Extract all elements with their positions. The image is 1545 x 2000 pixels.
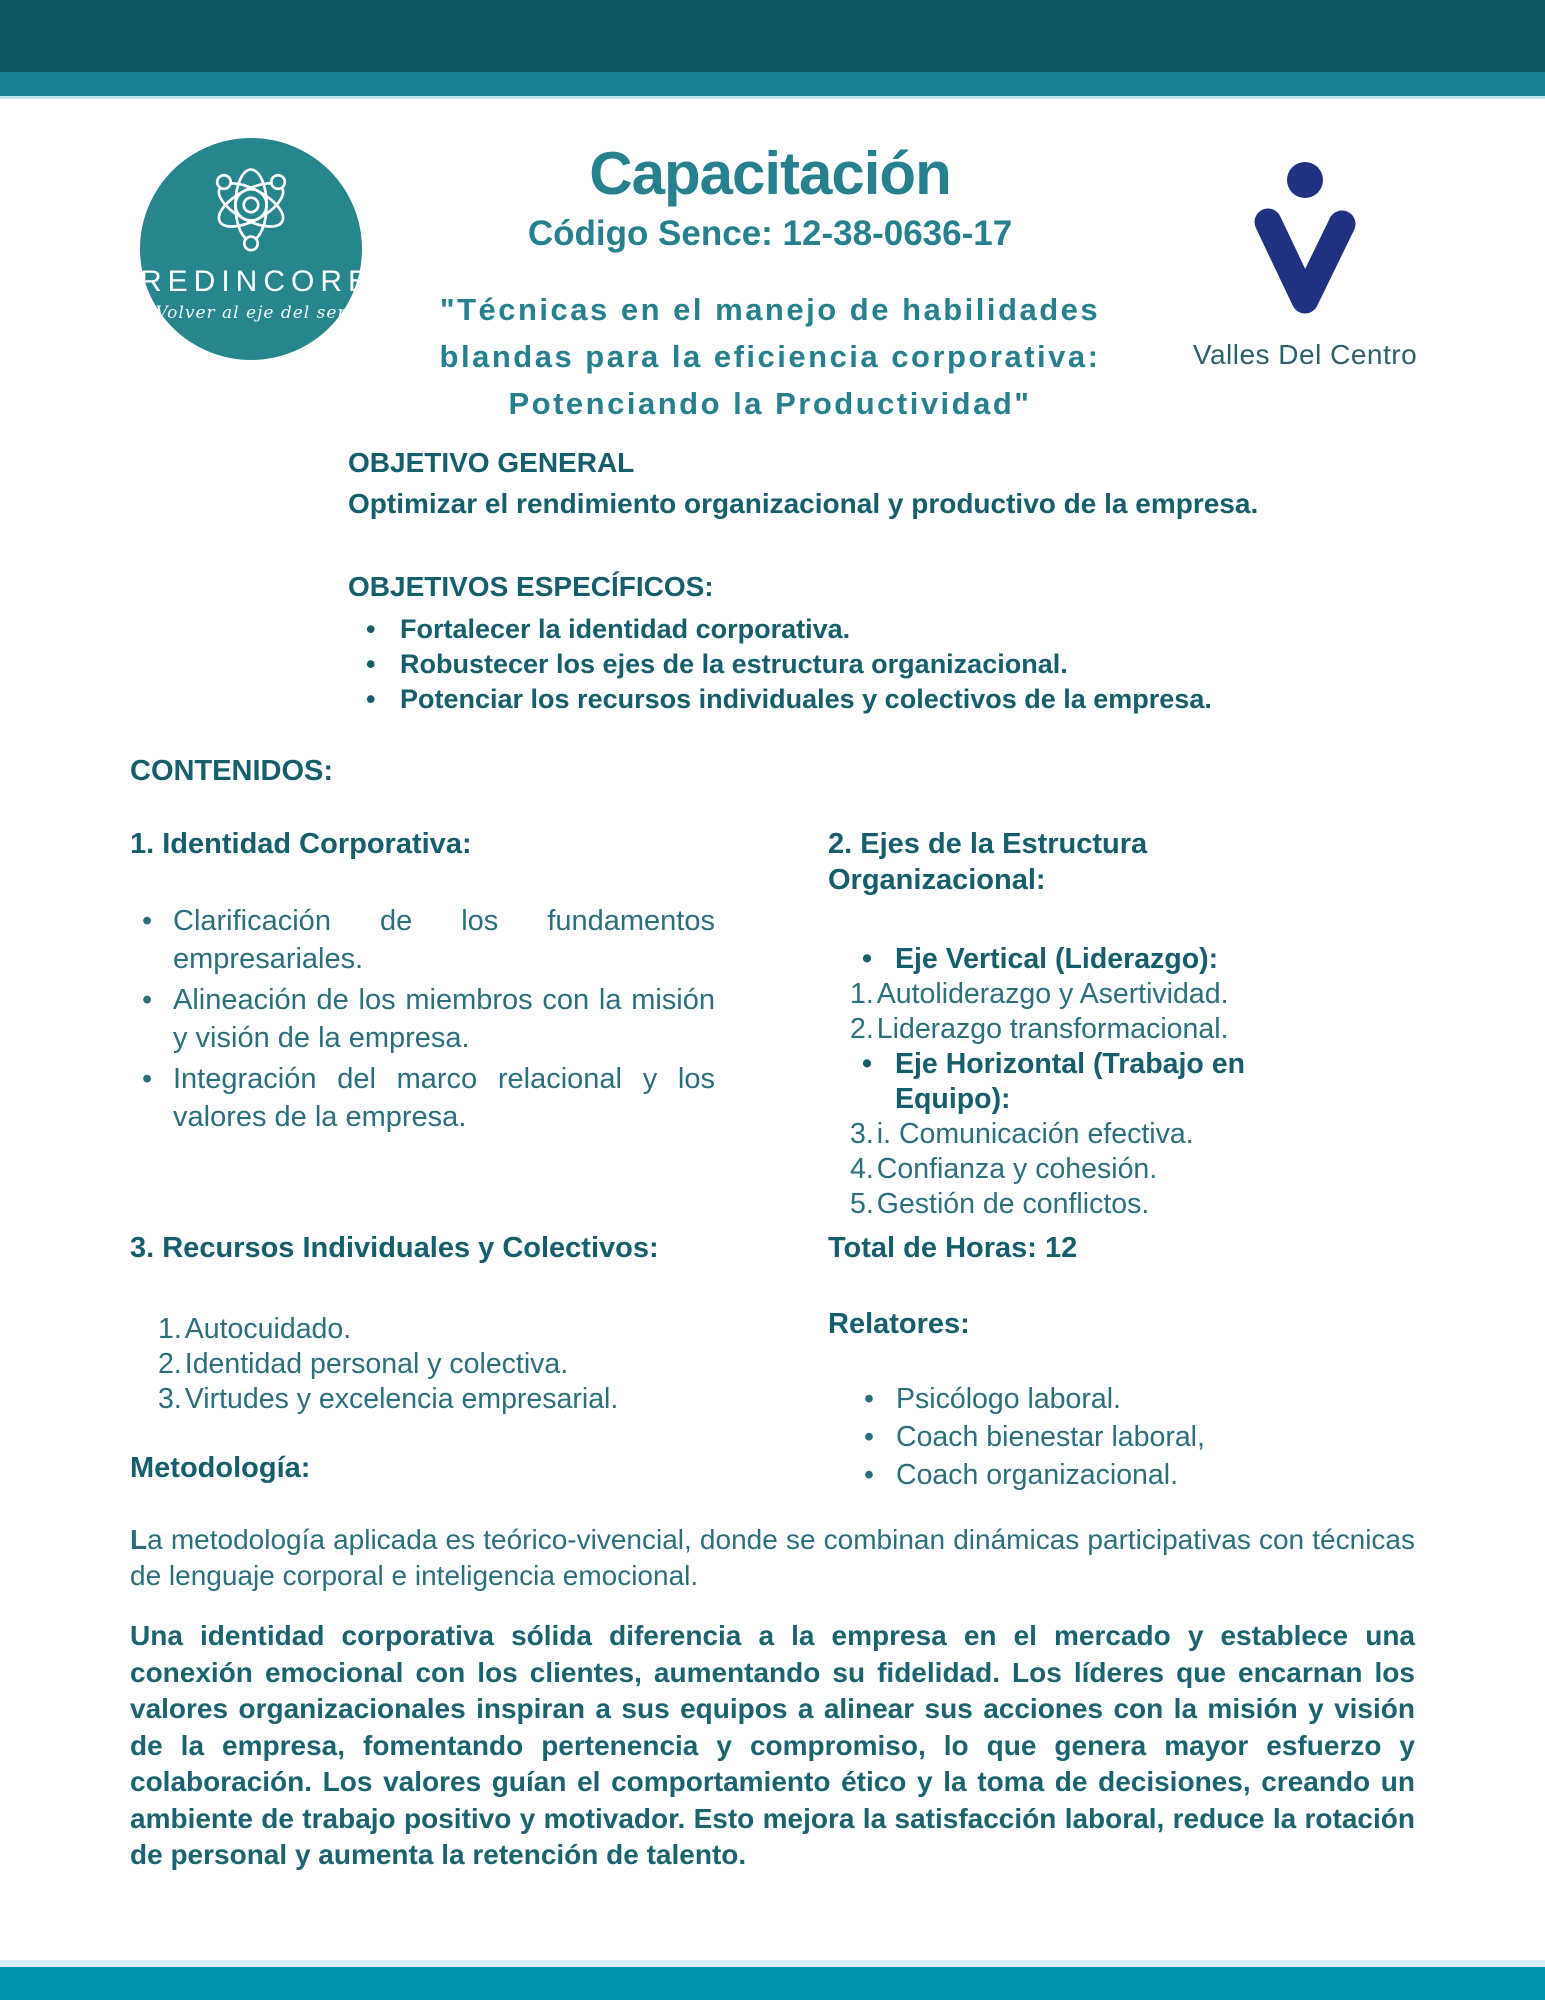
relatores-list: [828, 1380, 1368, 1494]
section-heading: 2. Ejes de la Estructura Organizacional:: [828, 828, 1148, 896]
bottom-bar: [0, 1967, 1545, 2000]
item-text: Virtudes y excelencia empresarial.: [184, 1383, 619, 1415]
section-heading: 3. Recursos Individuales y Colectivos:: [130, 1232, 659, 1264]
list-item: [130, 1347, 730, 1382]
redincore-logo-tagline: Volver al eje del ser: [155, 303, 347, 323]
list-item: • Psicólogo laboral.: [828, 1380, 1368, 1418]
list-item: [828, 977, 1363, 1012]
section-identidad-corporativa: [130, 826, 715, 1139]
list-item: • Potenciar los recursos individuales y colectivos de la empresa.: [348, 682, 1418, 717]
item-number: 3.: [850, 1118, 874, 1150]
list-item: [130, 1312, 730, 1347]
top-accent-bar: [0, 72, 1545, 99]
paragraph-text: a metodología aplicada es teórico-vivencial, donde se combinan dinámicas participativas con técnicas de lenguaje corporal e inteligencia emocional.: [130, 1524, 1415, 1591]
list-item: [828, 1047, 1363, 1117]
item-number: 3.: [158, 1383, 182, 1415]
closing-paragraph: Una identidad corporativa sólida diferencia a la empresa en el mercado y establece una conexión emocional con los clientes, aumentando su fidelidad. Los líderes que encarnan los valores organizacionales inspiran a sus equipos a alinear sus acciones con la misión y visión de la empresa, fomentando pertenencia y compromiso, lo que genera mayor esfuerzo y colaboración. Los valores guían el comportamiento ético y la toma de decisiones, creando un ambiente de trabajo positivo y motivador. Esto mejora la satisfacción laboral, reduce la rotación de personal y aumenta la retención de talento.: [130, 1620, 1415, 1870]
bullet-dot: •: [862, 943, 872, 975]
relatores-heading: Relatores:: [828, 1308, 970, 1340]
list-item: • Coach bienestar laboral,: [828, 1418, 1368, 1456]
metodologia-heading: Metodología:: [130, 1452, 311, 1484]
page-title: Capacitación: [589, 140, 951, 207]
item-text: Autoliderazgo y Asertividad.: [876, 978, 1229, 1010]
list-item: [828, 1012, 1363, 1047]
group-label: Eje Horizontal (Trabajo en Equipo):: [895, 1048, 1245, 1115]
total-horas: Total de Horas: 12: [828, 1232, 1078, 1264]
objetivos-section: [348, 446, 1418, 717]
item-text: Liderazgo transformacional.: [876, 1013, 1229, 1045]
sence-code: Código Sence: 12-38-0636-17: [527, 214, 1013, 253]
metodologia-paragraph: [130, 1522, 1415, 1594]
list-item: • Alineación de los miembros con la misión y visión de la empresa.: [130, 981, 715, 1057]
objetivo-general-text: Optimizar el rendimiento organizacional y productivo de la empresa.: [348, 488, 1259, 519]
objetivos-especificos-list: [348, 612, 1418, 717]
item-number: 1.: [850, 978, 874, 1010]
group-label: Eje Vertical (Liderazgo):: [895, 943, 1219, 975]
item-number: 2.: [850, 1013, 874, 1045]
section-ejes-estructura: [828, 826, 1363, 1222]
quote-line: Potenciando la Productividad": [508, 386, 1032, 421]
list-item: • Integración del marco relacional y los valores de la empresa.: [130, 1060, 715, 1136]
course-name-quote: [400, 286, 1140, 427]
item-text: Identidad personal y colectiva.: [184, 1348, 569, 1380]
list-item: • Clarificación de los fundamentos empresariales.: [130, 902, 715, 978]
atom-icon: [140, 155, 362, 264]
header-title-block: [400, 142, 1140, 427]
item-number: 4.: [850, 1153, 874, 1185]
redincore-logo-name: REDINCORE: [140, 265, 375, 298]
quote-line: "Técnicas en el manejo de habilidades: [439, 292, 1101, 327]
item-number: 2.: [158, 1348, 182, 1380]
bullet-dot: •: [862, 1048, 872, 1080]
list-item: [828, 1187, 1363, 1222]
quote-line: blandas para la eficiencia corporativa:: [439, 339, 1101, 374]
valles-logo-label: Valles Del Centro: [1192, 339, 1418, 370]
item-number: 5.: [850, 1188, 874, 1220]
valles-del-centro-logo: [1192, 156, 1418, 371]
objetivo-general-heading: OBJETIVO GENERAL: [348, 447, 635, 478]
bottom-accent-line: [0, 1960, 1545, 1967]
recursos-list: [130, 1312, 730, 1417]
section-heading: 1. Identidad Corporativa:: [130, 828, 472, 860]
contenidos-heading: CONTENIDOS:: [130, 755, 333, 787]
objetivos-especificos-heading: OBJETIVOS ESPECÍFICOS:: [348, 571, 714, 602]
item-text: Gestión de conflictos.: [876, 1188, 1150, 1220]
item-text: i. Comunicación efectiva.: [876, 1118, 1194, 1150]
valles-v-icon: [1244, 156, 1366, 324]
ejes-list: [828, 942, 1363, 1222]
section-info: [828, 1230, 1368, 1494]
lead-letter: L: [130, 1524, 148, 1555]
identidad-bullet-list: [130, 902, 715, 1136]
list-item: • Robustecer los ejes de la estructura organizacional.: [348, 647, 1418, 682]
list-item: [828, 1152, 1363, 1187]
list-item: [828, 942, 1363, 977]
item-text: Confianza y cohesión.: [876, 1153, 1158, 1185]
redincore-logo: [140, 138, 375, 360]
item-text: Autocuidado.: [184, 1313, 352, 1345]
section-recursos: [130, 1230, 730, 1417]
item-number: 1.: [158, 1313, 182, 1345]
list-item: [828, 1117, 1363, 1152]
list-item: [130, 1382, 730, 1417]
top-bar: [0, 0, 1545, 72]
list-item: • Coach organizacional.: [828, 1456, 1368, 1494]
list-item: • Fortalecer la identidad corporativa.: [348, 612, 1418, 647]
